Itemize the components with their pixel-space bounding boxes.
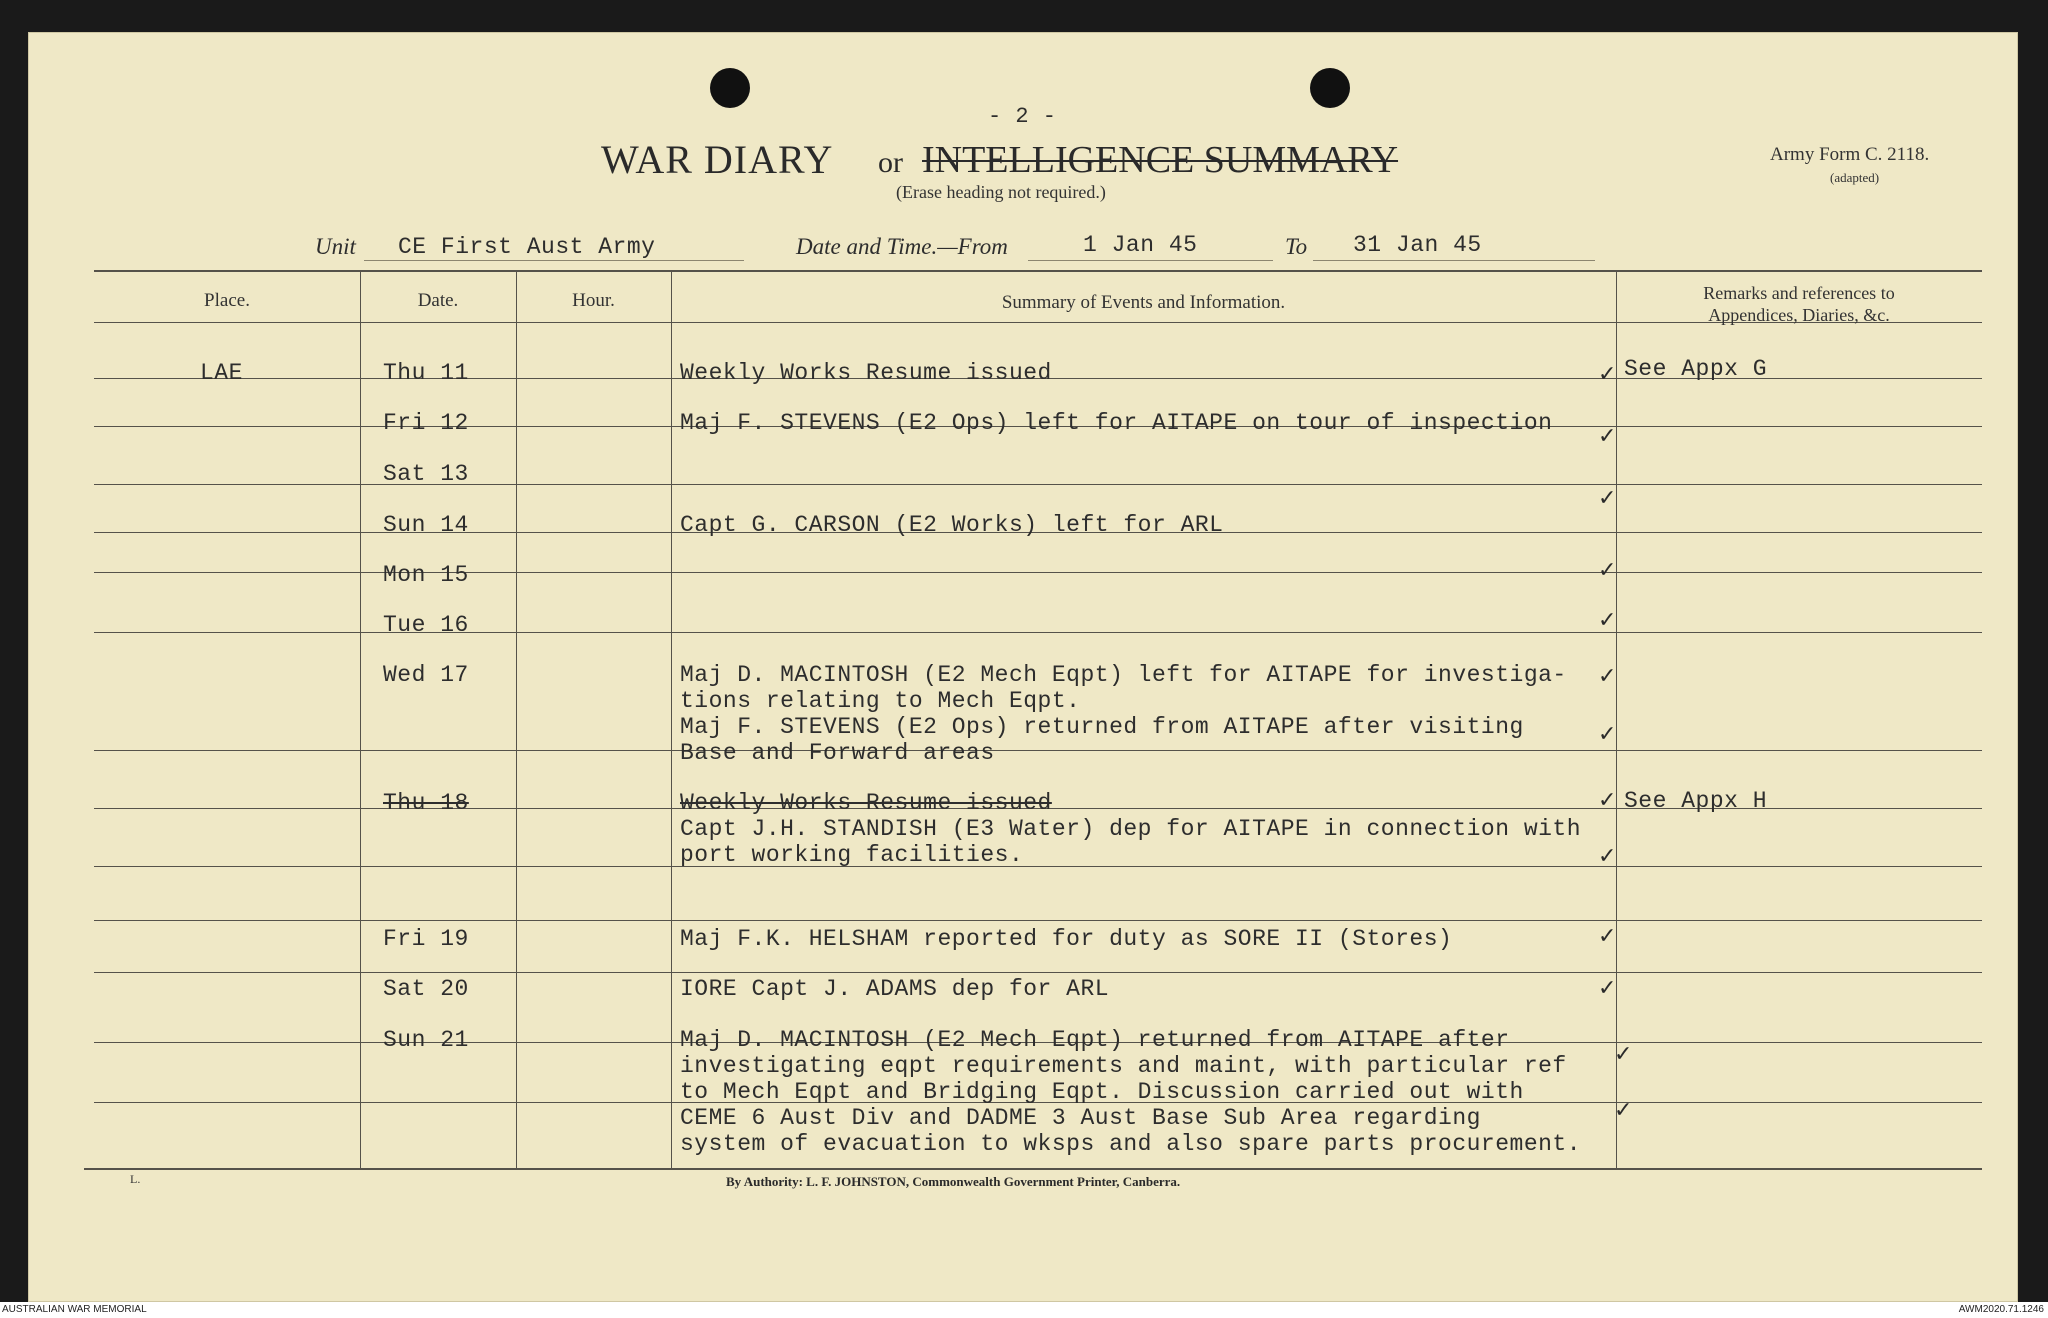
check-mark-icon: ✓ [1598,664,1617,689]
header-remarks [1616,282,1982,326]
event-text: port working facilities. [680,842,1024,868]
header-remarks-line1: Remarks and references to [1703,283,1895,303]
check-mark-icon: ✓ [1598,424,1617,449]
date-cell: Thu 18 [383,790,469,816]
to-date: 31 Jan 45 [1353,232,1482,258]
event-text: Maj F.K. HELSHAM reported for duty as SORE II (Stores) [680,926,1453,952]
date-cell: Thu 11 [383,360,469,386]
from-dotted-line [1028,260,1273,261]
erase-note: (Erase heading not required.) [896,182,1106,202]
archive-footer [0,1302,2048,1318]
col-divider-hour [671,270,672,1170]
check-mark-icon: ✓ [1614,1042,1633,1067]
event-text: Maj D. MACINTOSH (E2 Mech Eqpt) returned from AITAPE after [680,1027,1510,1053]
archive-name: AUSTRALIAN WAR MEMORIAL [2,1304,147,1315]
col-divider-summary [1616,270,1617,1170]
check-mark-icon: ✓ [1598,486,1617,511]
event-text: to Mech Eqpt and Bridging Eqpt. Discussion carried out with [680,1079,1524,1105]
event-text: Weekly Works Resume issued [680,360,1052,386]
check-mark-icon: ✓ [1598,844,1617,869]
header-hour: Hour. [572,290,615,311]
title-war-diary: WAR DIARY [601,137,834,182]
check-mark-icon: ✓ [1598,788,1617,813]
row-rule [94,750,1982,751]
check-mark-icon: ✓ [1598,976,1617,1001]
date-cell: Wed 17 [383,662,469,688]
army-form-adapted: (adapted) [1830,170,1880,185]
check-mark-icon: ✓ [1614,1098,1633,1123]
date-cell: Sat 20 [383,976,469,1002]
row-rule [94,866,1982,867]
check-mark-icon: ✓ [1598,608,1617,633]
event-text: tions relating to Mech Eqpt. [680,688,1081,714]
event-text: Maj F. STEVENS (E2 Ops) left for AITAPE on tour of inspection [680,410,1553,436]
header-place: Place. [204,290,250,311]
table-top-rule [94,270,1982,272]
header-summary: Summary of Events and Information. [1001,292,1286,313]
event-text: CEME 6 Aust Div and DADME 3 Aust Base Sub Area regarding [680,1105,1481,1131]
army-form-number: Army Form C. 2118. [1770,144,1930,165]
date-cell: Sun 21 [383,1027,469,1053]
header-date: Date. [417,290,459,311]
event-text: Maj F. STEVENS (E2 Ops) returned from AITAPE after visiting [680,714,1524,740]
header-remarks-line2: Appendices, Diaries, &c. [1708,305,1890,325]
date-cell: Fri 19 [383,926,469,952]
to-label: To [1285,234,1308,259]
to-dotted-line [1313,260,1595,261]
event-text: Maj D. MACINTOSH (E2 Mech Eqpt) left for AITAPE for investiga- [680,662,1567,688]
event-text: Base and Forward areas [680,740,995,766]
col-divider-date [516,270,517,1170]
diary-sheet [28,32,2018,1302]
event-text: Capt G. CARSON (E2 Works) left for ARL [680,512,1224,538]
unit-dotted-line [364,260,744,261]
date-time-label: Date and Time.—From [796,234,1008,259]
event-text: Capt J.H. STANDISH (E3 Water) dep for AITAPE in connection with [680,816,1582,842]
place-cell: LAE [200,360,243,386]
row-rule [94,632,1982,633]
check-mark-icon: ✓ [1598,362,1617,387]
punch-hole-right [1310,68,1350,108]
remarks-cell: See Appx G [1624,356,1768,382]
unit-label: Unit [315,234,356,259]
row-rule [94,484,1982,485]
check-mark-icon: ✓ [1598,924,1617,949]
row-rule [94,972,1982,973]
event-text: system of evacuation to wksps and also spare parts procurement. [680,1131,1582,1157]
event-text: investigating eqpt requirements and maint, with particular ref [680,1053,1567,1079]
row-rule [94,920,1982,921]
archive-reference: AWM2020.71.1246 [1958,1304,2044,1315]
page-number: - 2 - [988,104,1057,129]
col-divider-place [360,270,361,1170]
date-cell: Fri 12 [383,410,469,436]
date-cell: Mon 15 [383,562,469,588]
event-text: Weekly Works Resume issued [680,790,1052,816]
row-rule [94,572,1982,573]
date-cell: Sun 14 [383,512,469,538]
table-bottom-rule [84,1168,1982,1170]
title-intelligence-summary: INTELLIGENCE SUMMARY [922,139,1399,181]
punch-hole-left [710,68,750,108]
event-text: IORE Capt J. ADAMS dep for ARL [680,976,1110,1002]
from-date: 1 Jan 45 [1083,232,1198,258]
date-cell: Sat 13 [383,461,469,487]
remarks-cell: See Appx H [1624,788,1768,814]
title-or: or [878,146,903,179]
unit-value: CE First Aust Army [398,234,656,260]
form-code: L. [130,1172,141,1186]
printer-authority: By Authority: L. F. JOHNSTON, Commonwealth Government Printer, Canberra. [726,1174,1181,1189]
check-mark-icon: ✓ [1598,722,1617,747]
date-cell: Tue 16 [383,612,469,638]
check-mark-icon: ✓ [1598,558,1617,583]
